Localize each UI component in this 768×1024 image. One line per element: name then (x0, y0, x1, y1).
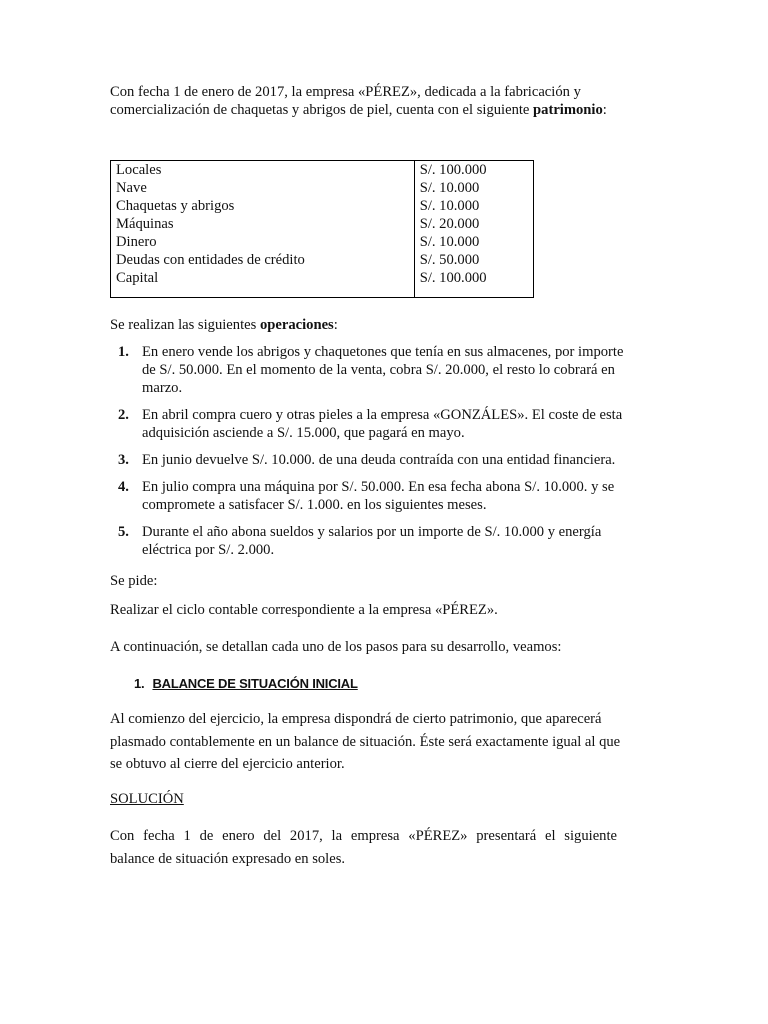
final-paragraph (110, 825, 617, 870)
table-row (111, 161, 534, 298)
item-line: marzo. (142, 380, 183, 396)
item-line: En abril compra cuero y otras pieles a la empresa «GONZÁLES». El coste de esta (142, 407, 623, 423)
importe-cell: S/. 10.000 (419, 234, 480, 250)
balance-line: plasmado contablemente en un balance de situación. Éste será exactamente igual al que (110, 733, 621, 750)
concepto-cell: Locales (116, 162, 162, 178)
list-item (110, 406, 658, 442)
patrimonio-table (110, 160, 534, 298)
importe-cell: S/. 100.000 (419, 270, 487, 286)
continuacion-text: A continuación, se detallan cada uno de los pasos para su desarrollo, veamos: (110, 639, 562, 655)
item-number: 5. (118, 524, 129, 540)
operaciones-end: : (333, 317, 338, 333)
importe-cell: S/. 20.000 (419, 216, 480, 232)
item-line: eléctrica por S/. 2.000. (142, 542, 275, 558)
item-number: 4. (118, 479, 129, 495)
concepto-cell: Nave (116, 180, 147, 196)
concepto-cell: Chaquetas y abrigos (116, 198, 235, 214)
item-line: En julio compra una máquina por S/. 50.000. En esa fecha abona S/. 10.000. y se (142, 479, 615, 495)
item-line: Durante el año abona sueldos y salarios por un importe de S/. 10.000 y energía (142, 524, 602, 540)
importe-cell: S/. 10.000 (419, 198, 480, 214)
intro-line-2 (110, 101, 658, 119)
intro-text: comercialización de chaquetas y abrigos de piel, cuenta con el siguiente (110, 102, 534, 118)
operaciones-intro (110, 316, 338, 334)
operaciones-bold: operaciones (259, 317, 334, 333)
item-number: 3. (118, 452, 129, 468)
importe-cell: S/. 50.000 (419, 252, 480, 268)
balance-paragraph (110, 708, 658, 776)
heading-number: 1. (134, 676, 145, 691)
intro-bold: patrimonio (533, 102, 603, 118)
list-item (110, 343, 658, 397)
operaciones-text: Se realizan las siguientes (110, 317, 260, 333)
item-line: compromete a satisfacer S/. 1.000. en los siguientes meses. (142, 497, 487, 513)
importe-cell: S/. 10.000 (419, 180, 480, 196)
se-pide: Se pide: (110, 573, 158, 589)
solucion-label: SOLUCIÓN (110, 791, 184, 807)
item-line: de S/. 50.000. En el momento de la venta, cobra S/. 20.000, el resto lo cobrará en (142, 362, 615, 378)
list-item (110, 478, 658, 514)
final-line: Con fecha 1 de enero del 2017, la empresa «PÉREZ» presentará el siguiente (110, 828, 617, 844)
concepto-cell: Deudas con entidades de crédito (116, 252, 305, 268)
intro-line-1: Con fecha 1 de enero de 2017, la empresa «PÉREZ», dedicada a la fabricación y (110, 84, 581, 100)
section-heading (134, 675, 682, 693)
importe-column (414, 161, 533, 298)
importe-cell: S/. 100.000 (419, 162, 487, 178)
concepto-cell: Dinero (116, 234, 157, 250)
item-number: 2. (118, 407, 129, 423)
concepto-cell: Máquinas (116, 216, 174, 232)
item-line: En junio devuelve S/. 10.000. de una deuda contraída con una entidad financiera. (142, 452, 616, 468)
item-line: adquisición asciende a S/. 15.000, que pagará en mayo. (142, 425, 465, 441)
balance-line: se obtuvo al cierre del ejercicio anterior. (110, 756, 345, 772)
final-line: balance de situación expresado en soles. (110, 850, 346, 867)
operaciones-list (110, 343, 658, 568)
concepto-column (111, 161, 415, 298)
balance-line: Al comienzo del ejercicio, la empresa dispondrá de cierto patrimonio, que aparecerá (110, 711, 602, 727)
list-item (110, 451, 658, 469)
item-number: 1. (118, 344, 129, 360)
heading-text: BALANCE DE SITUACIÓN INICIAL (152, 676, 358, 691)
item-line: En enero vende los abrigos y chaquetones que tenía en sus almacenes, por importe (142, 344, 624, 360)
intro-end: : (602, 102, 607, 118)
realizar-text: Realizar el ciclo contable correspondiente a la empresa «PÉREZ». (110, 602, 498, 618)
intro-paragraph (110, 83, 658, 119)
concepto-cell: Capital (116, 270, 159, 286)
list-item (110, 523, 658, 559)
